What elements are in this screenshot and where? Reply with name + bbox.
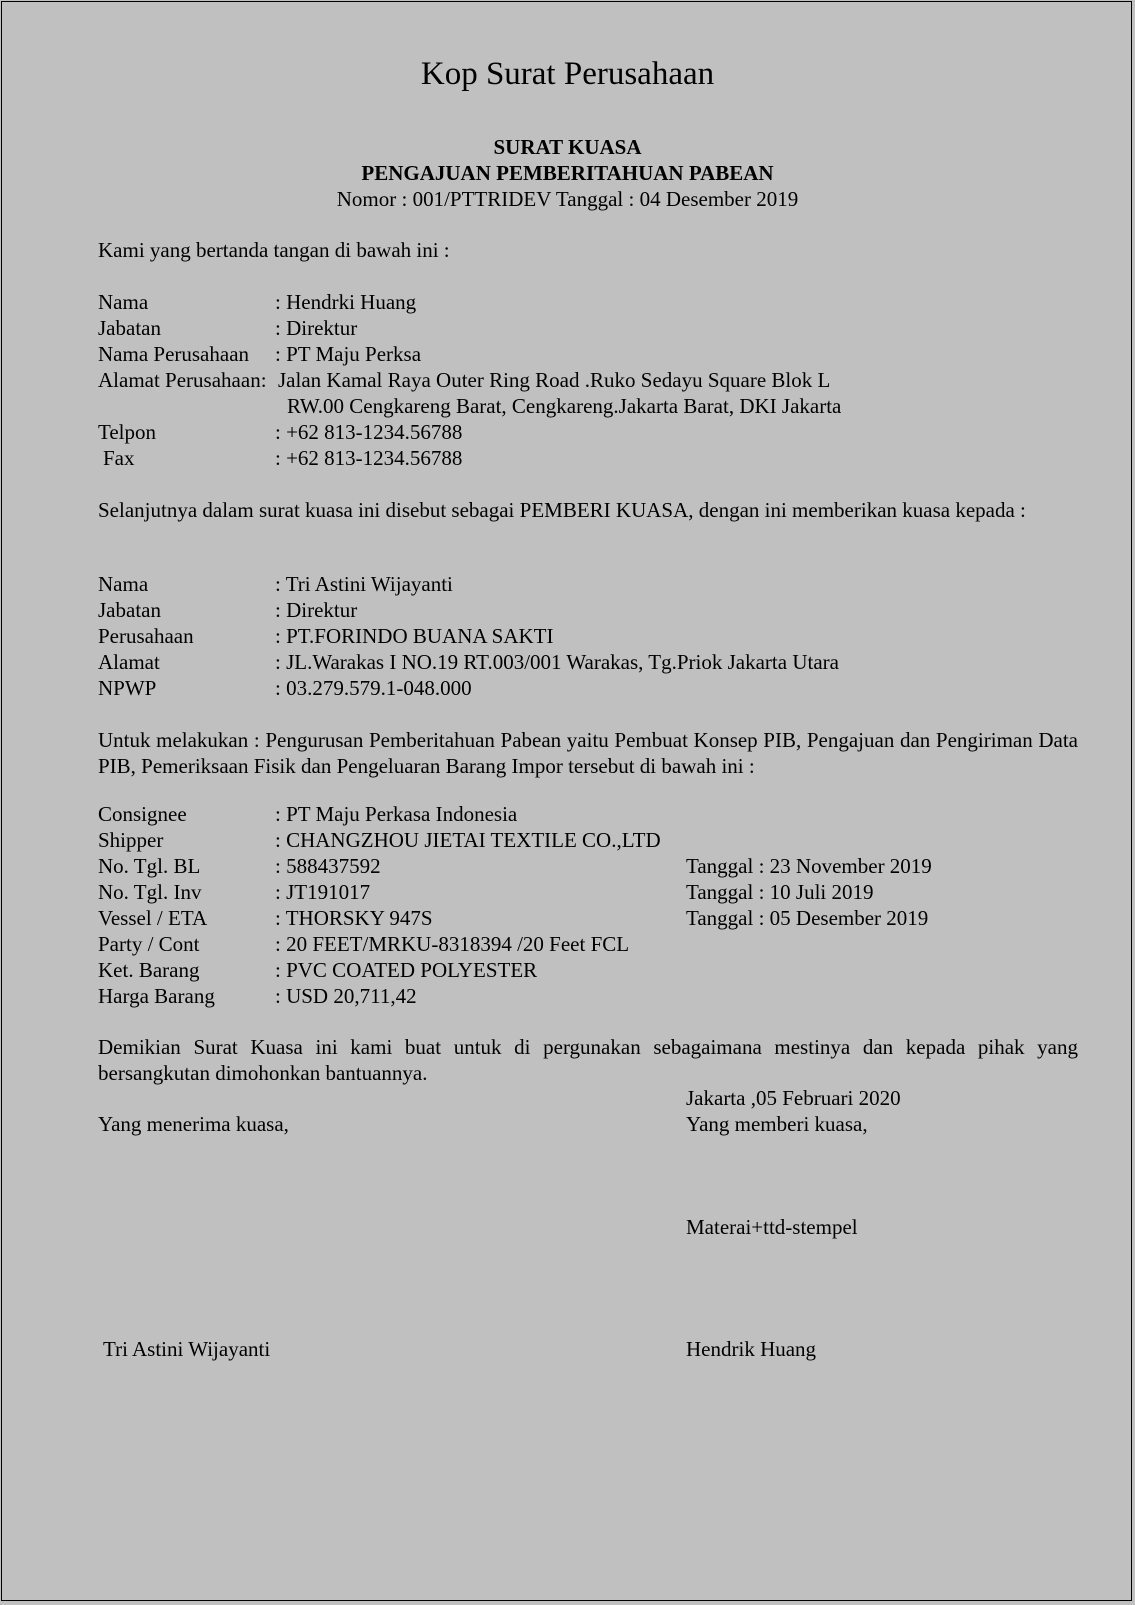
price-value: : USD 20,711,42	[275, 984, 417, 1008]
shipper-label: Shipper	[98, 828, 164, 852]
grantor-company-label: Nama Perusahaan	[98, 342, 250, 366]
grantee-company-label: Perusahaan	[98, 624, 194, 648]
grantee-npwp-label: NPWP	[98, 676, 157, 700]
letterhead: Kop Surat Perusahaan	[420, 56, 715, 92]
grantor-name-value: : Hendrki Huang	[275, 290, 417, 314]
party-label: Party / Cont	[98, 932, 200, 956]
giver-heading: Yang memberi kuasa,	[686, 1112, 868, 1136]
grantor-phone-value: : +62 813-1234.56788	[275, 420, 463, 444]
purpose-statement: Untuk melakukan : Pengurusan Pemberitahuan Pabean yaitu Pembuat Konsep PIB, Pengajuan dan Pengiriman Data PIB, Pemeriksaan Fisik dan Pengeluaran Barang Impor tersebut di bawah ini :	[98, 728, 1078, 778]
vessel-date: Tanggal : 05 Desember 2019	[686, 906, 929, 930]
stamp-note: Materai+ttd-stempel	[686, 1215, 858, 1239]
place-date: Jakarta ,05 Februari 2020	[686, 1086, 901, 1110]
grantor-address-label: Alamat Perusahaan:	[98, 368, 267, 392]
receiver-name: Tri Astini Wijayanti	[103, 1337, 271, 1361]
grantor-position-value: : Direktur	[275, 316, 358, 340]
grantor-position-label: Jabatan	[98, 316, 161, 340]
receiver-heading: Yang menerima kuasa,	[98, 1112, 289, 1136]
bl-value: : 588437592	[275, 854, 381, 878]
grantee-position-label: Jabatan	[98, 598, 161, 622]
party-value: : 20 FEET/MRKU-8318394 /20 Feet FCL	[275, 932, 630, 956]
document-subtitle: PENGAJUAN PEMBERITAHUAN PABEAN	[361, 161, 774, 185]
document-title: SURAT KUASA	[493, 135, 642, 159]
goods-label: Ket. Barang	[98, 958, 200, 982]
shipper-value: : CHANGZHOU JIETAI TEXTILE CO.,LTD	[275, 828, 661, 852]
grant-statement: Selanjutnya dalam surat kuasa ini disebut sebagai PEMBERI KUASA, dengan ini memberikan kuasa kepada :	[98, 498, 1026, 522]
goods-value: : PVC COATED POLYESTER	[275, 958, 538, 982]
price-label: Harga Barang	[98, 984, 215, 1008]
bl-label: No. Tgl. BL	[98, 854, 201, 878]
consignee-value: : PT Maju Perkasa Indonesia	[275, 802, 518, 826]
grantor-name-label: Nama	[98, 290, 149, 314]
grantee-position-value: : Direktur	[275, 598, 358, 622]
grantor-fax-value: : +62 813-1234.56788	[275, 446, 463, 470]
invoice-value: : JT191017	[275, 880, 371, 904]
grantee-npwp-value: : 03.279.579.1-048.000	[275, 676, 472, 700]
grantee-address-label: Alamat	[98, 650, 160, 674]
vessel-value: : THORSKY 947S	[275, 906, 433, 930]
grantor-phone-label: Telpon	[98, 420, 157, 444]
invoice-label: No. Tgl. Inv	[98, 880, 202, 904]
grantor-address-line2: RW.00 Cengkareng Barat, Cengkareng.Jakarta Barat, DKI Jakarta	[287, 394, 842, 418]
consignee-label: Consignee	[98, 802, 187, 826]
vessel-label: Vessel / ETA	[98, 906, 208, 930]
grantor-fax-label: Fax	[103, 446, 135, 470]
grantor-address-line1: Jalan Kamal Raya Outer Ring Road .Ruko Sedayu Square Blok L	[278, 368, 831, 392]
bl-date: Tanggal : 23 November 2019	[686, 854, 932, 878]
grantee-company-value: : PT.FORINDO BUANA SAKTI	[275, 624, 554, 648]
invoice-date: Tanggal : 10 Juli 2019	[686, 880, 874, 904]
grantor-company-value: : PT Maju Perksa	[275, 342, 422, 366]
grantee-name-value: : Tri Astini Wijayanti	[275, 572, 453, 596]
intro-text: Kami yang bertanda tangan di bawah ini :	[98, 238, 450, 262]
grantee-name-label: Nama	[98, 572, 149, 596]
giver-name: Hendrik Huang	[686, 1337, 817, 1361]
letter-page	[1, 1, 1132, 1601]
grantee-address-value: : JL.Warakas I NO.19 RT.003/001 Warakas, Tg.Priok Jakarta Utara	[275, 650, 839, 674]
closing-statement: Demikian Surat Kuasa ini kami buat untuk di pergunakan sebagaimana mestinya dan kepada pihak yang bersangkutan dimohonkan bantuannya.	[98, 1035, 1078, 1085]
document-number-date: Nomor : 001/PTTRIDEV Tanggal : 04 Desember 2019	[336, 187, 799, 211]
